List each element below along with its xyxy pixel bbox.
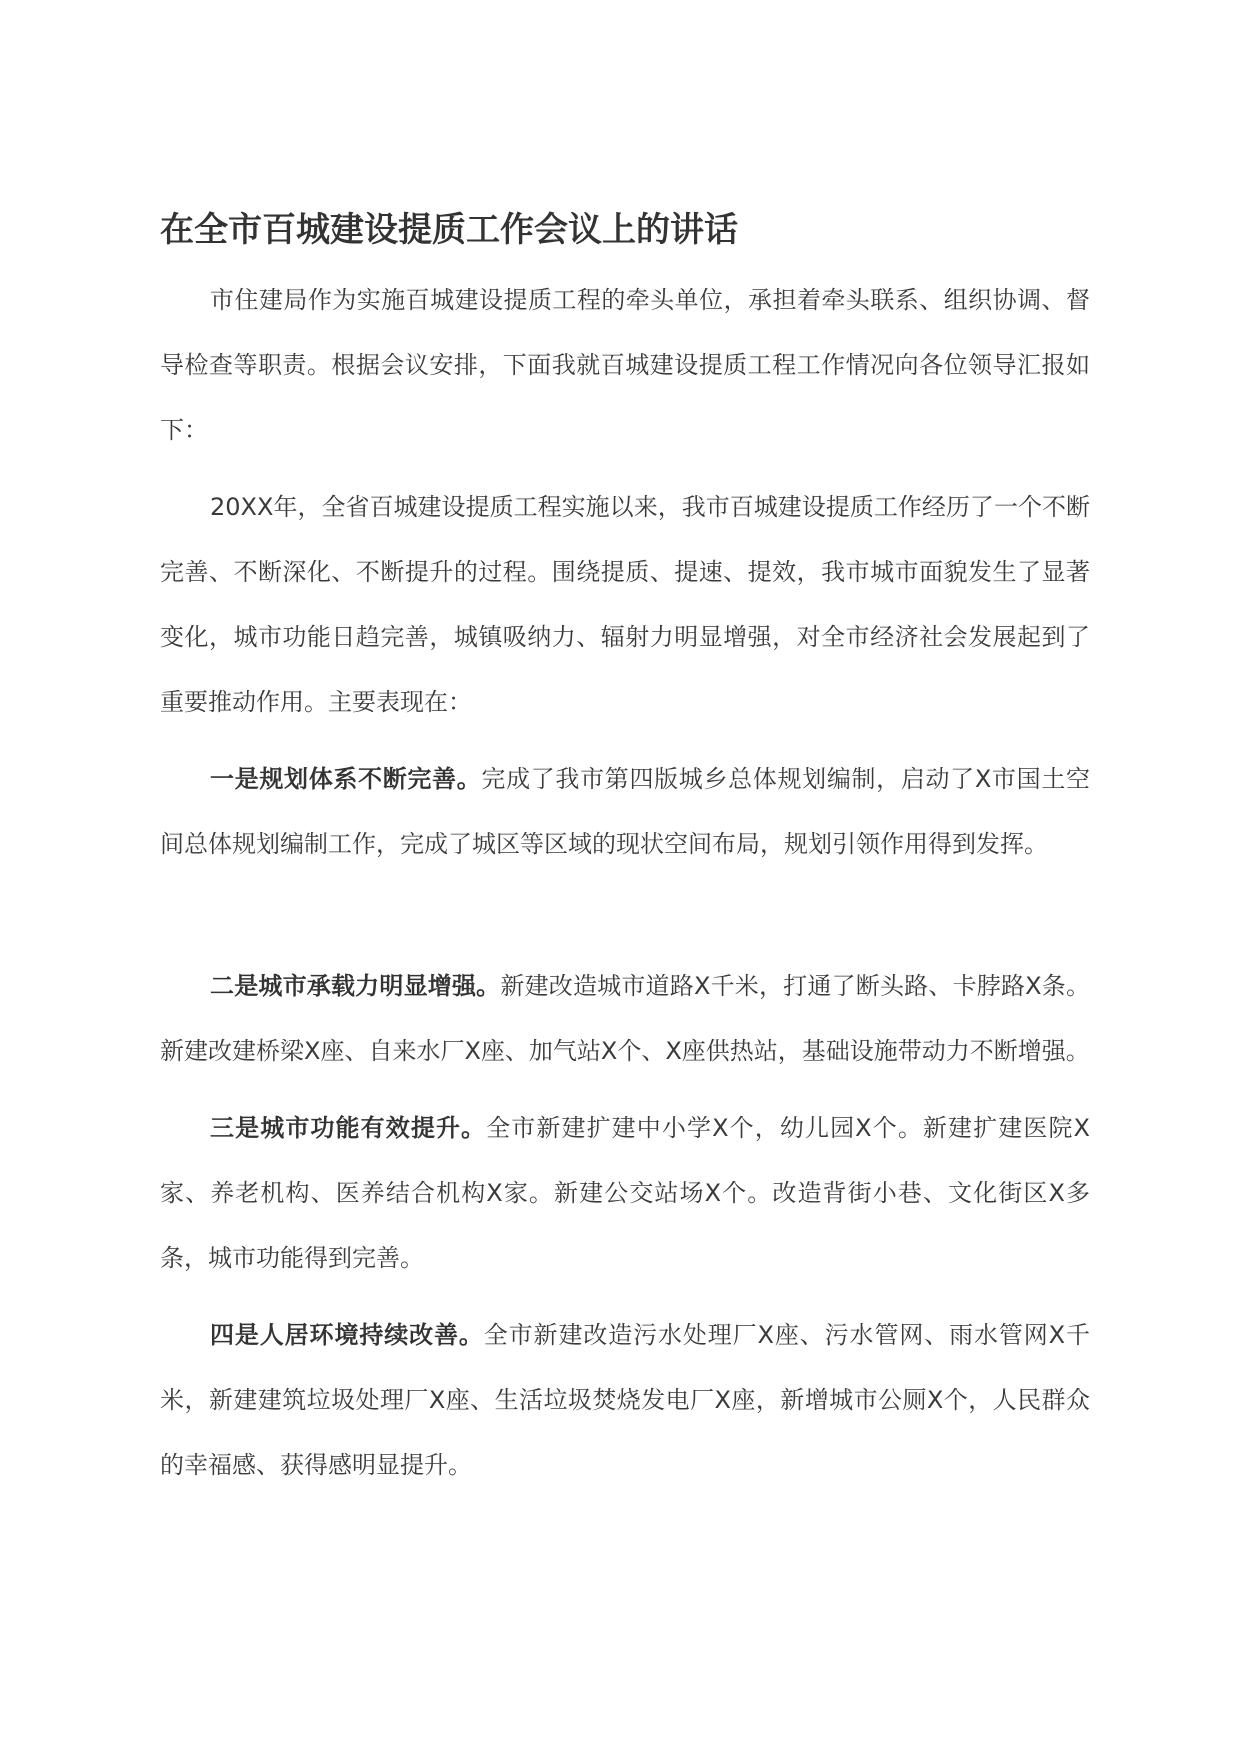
overview-paragraph — [160, 475, 1090, 735]
paragraph-lead: 三是城市功能有效提升。 — [210, 1114, 487, 1142]
point-paragraph-capacity — [160, 954, 1090, 1084]
intro-paragraph — [160, 268, 1090, 463]
point-paragraph-planning — [160, 747, 1090, 877]
point-paragraph-environment — [160, 1303, 1090, 1498]
point-paragraph-function — [160, 1096, 1090, 1291]
document-body — [160, 198, 1090, 1498]
paragraph-text: 市住建局作为实施百城建设提质工程的牵头单位，承担着牵头联系、组织协调、督导检查等职责。根据会议安排，下面我就百城建设提质工程工作情况向各位领导汇报如下： — [160, 286, 1090, 444]
paragraph-lead: 四是人居环境持续改善。 — [210, 1321, 484, 1349]
paragraph-text: 全市新建改造污水处理厂X座、污水管网、雨水管网X千米，新建建筑垃圾处理厂X座、生活垃圾焚烧发电厂X座，新增城市公厕X个，人民群众的幸福感、获得感明显提升。 — [160, 1321, 1090, 1479]
document-title: 在全市百城建设提质工作会议上的讲话 — [160, 210, 738, 250]
paragraph-lead: 一是规划体系不断完善。 — [210, 765, 482, 793]
paragraph-text: 全市新建扩建中小学X个，幼儿园X个。新建扩建医院X家、养老机构、医养结合机构X家。新建公交站场X个。改造背街小巷、文化街区X多条，城市功能得到完善。 — [160, 1114, 1090, 1272]
paragraph-text: 20XX年，全省百城建设提质工程实施以来，我市百城建设提质工作经历了一个不断完善、不断深化、不断提升的过程。围绕提质、提速、提效，我市城市面貌发生了显著变化，城市功能日趋完善，城镇吸纳力、辐射力明显增强，对全市经济社会发展起到了重要推动作用。主要表现在： — [160, 493, 1090, 716]
paragraph-text: 完成了我市第四版城乡总体规划编制，启动了X市国土空间总体规划编制工作，完成了城区等区域的现状空间布局，规划引领作用得到发挥。 — [160, 765, 1090, 858]
paragraph-text: 新建改造城市道路X千米，打通了断头路、卡脖路X条。新建改建桥梁X座、自来水厂X座、加气站X个、X座供热站，基础设施带动力不断增强。 — [160, 972, 1090, 1065]
paragraph-lead: 二是城市承载力明显增强。 — [210, 972, 501, 1000]
